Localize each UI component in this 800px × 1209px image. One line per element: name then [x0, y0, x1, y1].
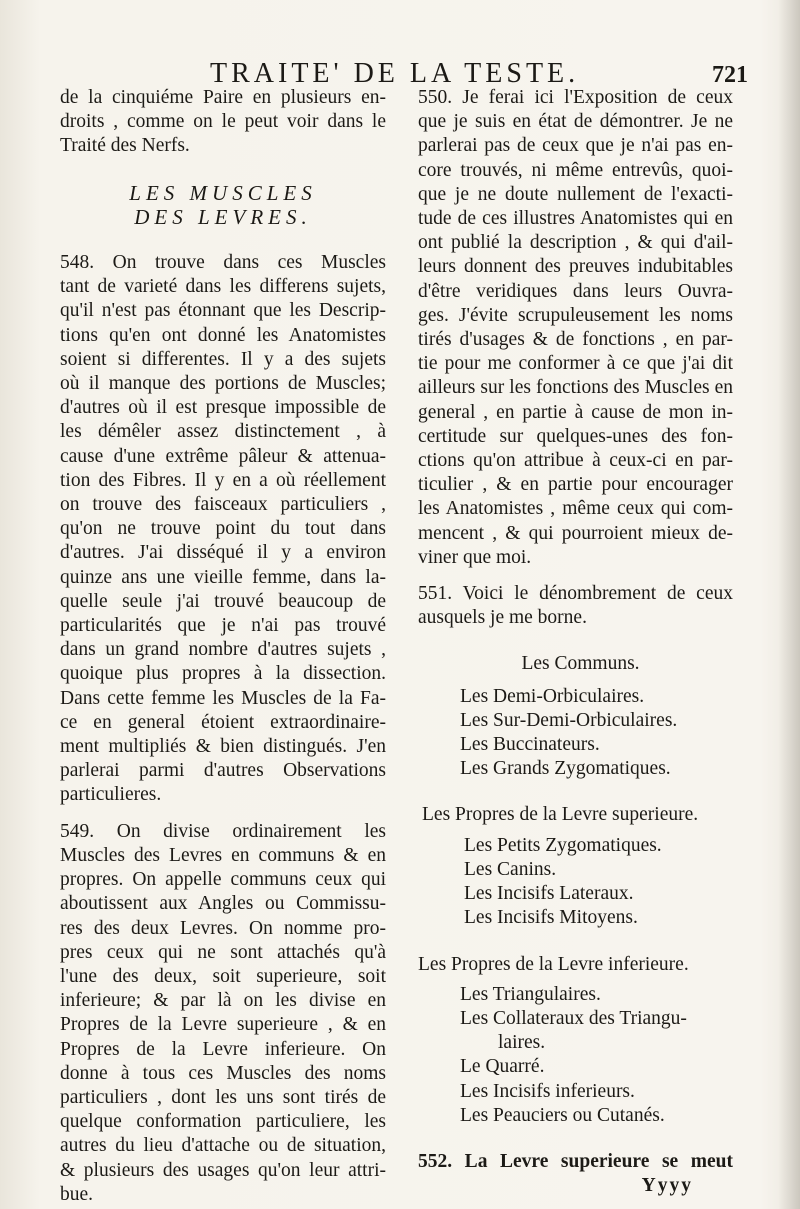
- list-item: Les Buccinateurs.: [460, 734, 600, 756]
- text-line: tie pour me conformer à ce que j'ai dit: [418, 353, 733, 375]
- running-title: TRAITE' DE LA TESTE.: [210, 58, 580, 89]
- text-line: res des deux Levres. On nomme pro-: [60, 917, 386, 939]
- text-line: Dans cette femme les Muscles de la Fa-: [60, 687, 386, 709]
- text-line: 548. On trouve dans ces Muscles: [60, 252, 386, 274]
- text-line: quelque conformation particuliere, les: [60, 1111, 386, 1133]
- text-line: Propres de la Levre superieure , & en: [60, 1014, 386, 1036]
- left-column: [60, 86, 386, 1207]
- text-line: pres ceux qui ne sont attachés qu'à: [60, 941, 386, 963]
- text-line: autres du lieu d'attache ou de situation,: [60, 1135, 386, 1157]
- page-edge-shadow: [778, 0, 800, 1209]
- text-line: 552. La Levre superieure se meut: [418, 1150, 733, 1172]
- text-line: donne à tous ces Muscles des noms: [60, 1062, 386, 1084]
- text-line: dans un grand nombre d'autres sujets ,: [60, 639, 386, 661]
- text-line: que je ne doute nullement de l'exacti-: [418, 183, 733, 205]
- text-line: particularités que je n'ai pas trouvé: [60, 615, 386, 637]
- text-line: & plusieurs des usages qu'on leur attri-: [60, 1159, 386, 1181]
- list-item: Les Incisifs Lateraux.: [464, 883, 634, 905]
- text-line: aboutissent aux Angles ou Commissu-: [60, 893, 386, 915]
- list-item: Les Collateraux des Triangu-: [460, 1007, 687, 1029]
- text-line: certitude sur quelques-unes des fon-: [418, 425, 733, 447]
- list-item: Les Peauciers ou Cutanés.: [460, 1104, 665, 1126]
- text-line: tions qu'en ont donné les Anatomistes: [60, 324, 386, 346]
- list-item: Le Quarré.: [460, 1056, 545, 1078]
- right-column: [418, 86, 733, 1198]
- catchword: Yyyy: [641, 1175, 693, 1197]
- text-line: Muscles des Levres en communs & en: [60, 844, 386, 866]
- section-heading: DES LEVRES.: [134, 204, 312, 229]
- text-line: cause d'une extrême pâleur & attenua-: [60, 445, 386, 467]
- list-item: laires.: [498, 1032, 546, 1054]
- text-line: quoique plus propres à la dissection.: [60, 663, 386, 685]
- text-line: droits , comme on le peut voir dans le: [60, 111, 386, 133]
- text-line: ce en general étoient extraordinaire-: [60, 711, 386, 733]
- text-line: ont publié la description , & qui d'ail-: [418, 232, 733, 254]
- text-line: tirés d'usages & de fonctions , en par-: [418, 329, 733, 351]
- list-item: Les Incisifs inferieurs.: [460, 1080, 635, 1102]
- section-heading: LES MUSCLES: [129, 180, 317, 205]
- text-line: tion des Fibres. Il y en a où réellement: [60, 469, 386, 491]
- text-line: parlerai pas de ceux que je n'ai pas en-: [418, 135, 733, 157]
- text-line: Traité des Nerfs.: [60, 135, 190, 157]
- text-line: particulieres.: [60, 784, 162, 806]
- list-item: Les Demi-Orbiculaires.: [460, 685, 645, 707]
- text-line: ment multipliés & bien distingués. J'en: [60, 736, 386, 758]
- list-superieure: [422, 803, 733, 930]
- list-item: Les Canins.: [464, 858, 557, 880]
- text-line: où il manque des portions de Muscles;: [60, 373, 386, 395]
- text-line: bue.: [60, 1183, 94, 1205]
- paragraph-550: [418, 86, 733, 570]
- list-inferieure: [418, 953, 733, 1128]
- text-line: les démêler assez distinctement , à: [60, 421, 386, 443]
- paragraph-548: [60, 251, 386, 808]
- list-title: Les Propres de la Levre superieure.: [422, 804, 699, 826]
- text-line: d'être veridiques dans leurs Ouvra-: [418, 280, 733, 302]
- list-title: Les Propres de la Levre inferieure.: [418, 953, 689, 975]
- text-line: qu'on ne trouve point du tout dans: [60, 518, 386, 540]
- list-communs: [418, 652, 733, 781]
- text-line: ticulier , & en partie pour encourager: [418, 474, 733, 496]
- text-line: ailleurs sur les fonctions des Muscles en: [418, 377, 733, 399]
- text-line: ausquels je me borne.: [418, 607, 587, 629]
- text-line: 549. On divise ordinairement les: [60, 820, 386, 842]
- text-line: leurs donnent des preuves indubitables: [418, 256, 733, 278]
- text-line: que je suis en état de démontrer. Je ne: [418, 111, 733, 133]
- text-line: d'autres où il est presque impossible de: [60, 397, 386, 419]
- text-line: 550. Je ferai ici l'Exposition de ceux: [418, 87, 733, 108]
- text-line: general , en partie à cause de mon in-: [418, 401, 733, 423]
- text-line: d'autres. J'ai disséqué il y a environ: [60, 542, 386, 564]
- text-line: inferieure; & par là on les divise en: [60, 990, 386, 1012]
- text-line: tude de ces illustres Anatomistes qui en: [418, 208, 733, 230]
- list-title: Les Communs.: [521, 653, 640, 675]
- page-number: 721: [712, 62, 748, 88]
- list-item: Les Triangulaires.: [460, 983, 601, 1005]
- list-item: Les Grands Zygomatiques.: [460, 758, 671, 780]
- text-line: particuliers , dont les uns sont tirés de: [60, 1086, 386, 1108]
- text-line: viner que moi.: [418, 546, 532, 568]
- text-line: qu'il n'est pas étonnant que les Descrip-: [60, 300, 386, 322]
- text-line: parlerai parmi d'autres Observations: [60, 760, 386, 782]
- paragraph-551: [418, 582, 733, 630]
- text-line: ges. J'évite scrupuleusement les noms: [418, 304, 733, 326]
- text-line: soient si differentes. Il y a des sujets: [60, 348, 386, 370]
- text-line: ctions qu'on attribue à ceux-ci en par-: [418, 450, 733, 472]
- list-item: Les Incisifs Mitoyens.: [464, 907, 638, 929]
- text-line: les Anatomistes , même ceux qui com-: [418, 498, 733, 520]
- text-line: de la cinquiéme Paire en plusieurs en-: [60, 87, 386, 108]
- text-line: core trouvés, ni même entrevûs, quoi-: [418, 159, 733, 181]
- paragraph-549: [60, 820, 386, 1207]
- text-line: 551. Voici le dénombrement de ceux: [418, 583, 733, 605]
- text-line: mencent , & qui pourroient mieux de-: [418, 522, 733, 544]
- list-item: Les Sur-Demi-Orbiculaires.: [460, 709, 678, 731]
- text-line: quelle seule j'ai trouvé beaucoup de: [60, 590, 386, 612]
- text-line: on trouve des faisceaux particuliers ,: [60, 494, 386, 516]
- text-line: propres. On appelle communs ceux qui: [60, 869, 386, 891]
- text-line: tant de varieté dans les differens sujets,: [60, 276, 386, 298]
- list-item: Les Petits Zygomatiques.: [464, 834, 662, 856]
- text-line: Propres de la Levre inferieure. On: [60, 1038, 386, 1060]
- text-line: l'une des deux, soit superieure, soit: [60, 965, 386, 987]
- text-line: quinze ans une vieille femme, dans la-: [60, 566, 386, 588]
